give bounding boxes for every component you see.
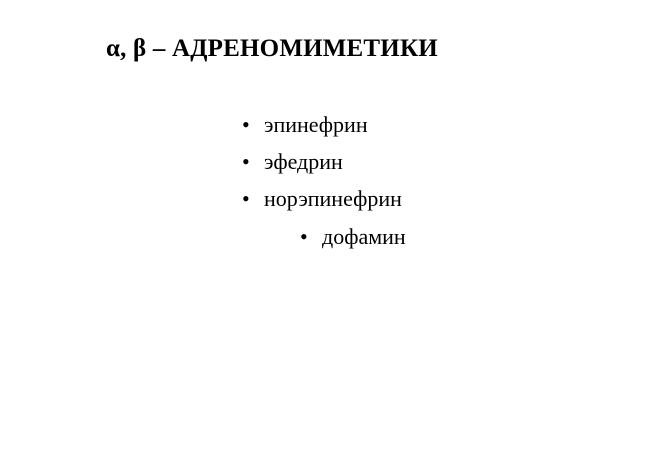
- list-item: [242, 111, 368, 139]
- list-item-label: дофамин: [322, 224, 406, 249]
- list-item-label: норэпинефрин: [264, 186, 402, 211]
- list-item-label: эфедрин: [264, 149, 343, 174]
- list-item: [242, 185, 402, 213]
- bullet-icon: •: [242, 186, 250, 211]
- bullet-icon: •: [300, 224, 308, 249]
- slide-title: α, β – АДРЕНОМИМЕТИКИ: [106, 35, 438, 62]
- list-item: [300, 223, 406, 251]
- bullet-icon: •: [242, 149, 250, 174]
- list-item-label: эпинефрин: [264, 112, 368, 137]
- bullet-icon: •: [242, 112, 250, 137]
- list-item: [242, 148, 343, 176]
